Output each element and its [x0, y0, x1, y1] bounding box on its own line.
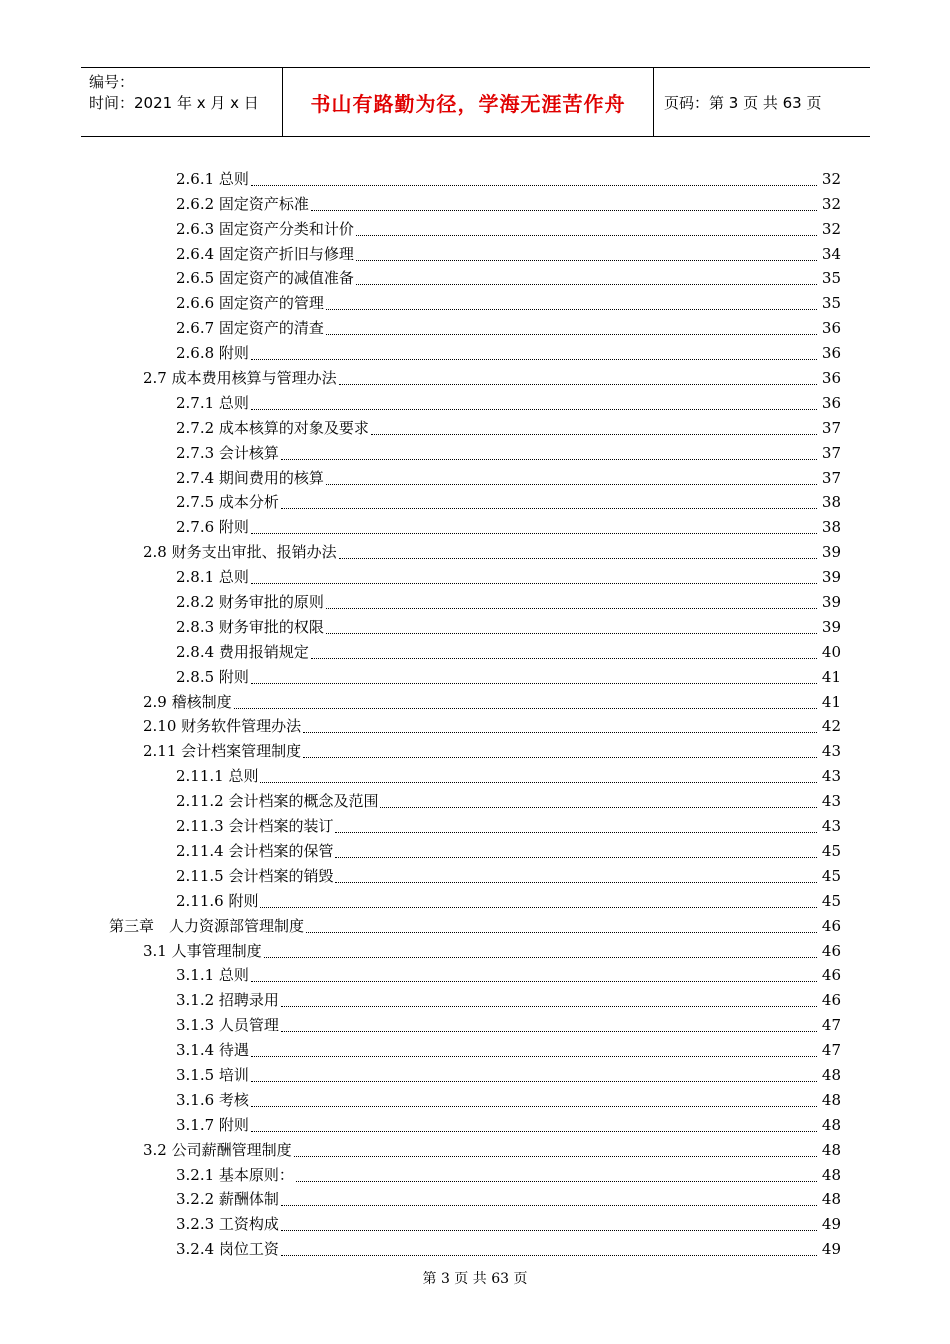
toc-dot-leader [251, 569, 817, 584]
toc-entry[interactable] [0, 587, 950, 612]
toc-entry[interactable] [0, 1135, 950, 1160]
toc-entry-page: 34 [821, 244, 841, 263]
toc-entry-page: 46 [821, 991, 841, 1010]
toc-dot-leader [281, 1017, 817, 1032]
toc-entry[interactable] [0, 214, 950, 239]
toc-entry-page: 32 [821, 169, 841, 188]
toc-entry-page: 47 [821, 1041, 841, 1060]
toc-entry-page: 49 [821, 1240, 841, 1259]
toc-entry[interactable] [0, 985, 950, 1010]
toc-entry[interactable] [0, 836, 950, 861]
toc-entry-title: 2.8.2 财务审批的原则 [176, 593, 324, 612]
toc-entry-title: 第三章 人力资源部管理制度 [109, 916, 305, 935]
toc-entry-page: 49 [821, 1215, 841, 1234]
page-header [81, 67, 870, 137]
toc-entry-title: 3.1.2 招聘录用 [176, 991, 279, 1010]
toc-entry[interactable] [0, 637, 950, 662]
toc-entry-title: 3.2 公司薪酬管理制度 [143, 1140, 292, 1159]
toc-entry-page: 36 [821, 319, 841, 338]
toc-entry-title: 3.1.4 待遇 [176, 1041, 249, 1060]
toc-entry-title: 3.2.3 工资构成 [176, 1215, 279, 1234]
toc-entry-page: 48 [821, 1140, 841, 1159]
toc-entry[interactable] [0, 1110, 950, 1135]
toc-dot-leader [356, 246, 817, 261]
toc-entry-page: 42 [821, 717, 841, 736]
toc-entry-page: 37 [821, 443, 841, 462]
toc-entry-title: 3.1.5 培训 [176, 1065, 249, 1084]
toc-dot-leader [260, 768, 817, 783]
toc-entry-page: 36 [821, 369, 841, 388]
toc-entry-page: 46 [821, 916, 841, 935]
toc-dot-leader [335, 818, 817, 833]
toc-dot-leader [326, 320, 817, 335]
toc-dot-leader [251, 1067, 817, 1082]
toc-entry[interactable] [0, 189, 950, 214]
toc-entry[interactable] [0, 164, 950, 189]
page-footer [0, 1268, 950, 1288]
toc-entry[interactable] [0, 488, 950, 513]
toc-entry[interactable] [0, 1185, 950, 1210]
toc-entry-title: 3.2.4 岗位工资 [176, 1240, 279, 1259]
toc-entry[interactable] [0, 338, 950, 363]
toc-dot-leader [251, 395, 817, 410]
toc-dot-leader [296, 1167, 817, 1182]
toc-dot-leader [326, 619, 817, 634]
toc-entry[interactable] [0, 239, 950, 264]
toc-entry[interactable] [0, 438, 950, 463]
toc-entry[interactable] [0, 861, 950, 886]
toc-entry-page: 40 [821, 642, 841, 661]
toc-dot-leader [303, 718, 817, 733]
toc-entry-page: 43 [821, 767, 841, 786]
toc-entry-page: 35 [821, 294, 841, 313]
toc-dot-leader [281, 992, 817, 1007]
toc-entry[interactable] [0, 811, 950, 836]
toc-dot-leader [326, 470, 817, 485]
toc-entry-title: 2.6.8 附则 [176, 344, 249, 363]
toc-entry-title: 3.1.1 总则 [176, 966, 249, 985]
toc-entry-page: 41 [821, 692, 841, 711]
toc-dot-leader [311, 644, 817, 659]
toc-entry-title: 2.7.6 附则 [176, 518, 249, 537]
toc-entry-title: 2.11.3 会计档案的装订 [176, 817, 334, 836]
toc-entry[interactable] [0, 537, 950, 562]
toc-entry[interactable] [0, 363, 950, 388]
toc-entry[interactable] [0, 1085, 950, 1110]
toc-entry-page: 48 [821, 1115, 841, 1134]
toc-entry-title: 2.8.4 费用报销规定 [176, 642, 309, 661]
toc-entry[interactable] [0, 413, 950, 438]
toc-entry-title: 2.8.5 附则 [176, 667, 249, 686]
toc-dot-leader [306, 918, 817, 933]
toc-entry[interactable] [0, 264, 950, 289]
toc-entry[interactable] [0, 712, 950, 737]
toc-entry-page: 46 [821, 966, 841, 985]
toc-entry-title: 2.11.6 附则 [176, 891, 259, 910]
toc-entry[interactable] [0, 936, 950, 961]
toc-dot-leader [303, 743, 817, 758]
toc-dot-leader [356, 221, 817, 236]
toc-entry[interactable] [0, 388, 950, 413]
toc-entry[interactable] [0, 961, 950, 986]
toc-entry[interactable] [0, 761, 950, 786]
header-page-cell [654, 68, 870, 136]
toc-entry-page: 43 [821, 817, 841, 836]
toc-entry-title: 2.6.5 固定资产的减值准备 [176, 269, 354, 288]
toc-entry[interactable] [0, 662, 950, 687]
toc-entry-page: 48 [821, 1090, 841, 1109]
toc-dot-leader [251, 967, 817, 982]
toc-entry-page: 39 [821, 593, 841, 612]
toc-entry-page: 48 [821, 1065, 841, 1084]
toc-entry-page: 43 [821, 742, 841, 761]
document-date-label: 时间：2021 年 x 月 x 日 [89, 94, 259, 112]
toc-entry-page: 36 [821, 344, 841, 363]
toc-entry-page: 37 [821, 468, 841, 487]
toc-dot-leader [251, 1092, 817, 1107]
toc-dot-leader [281, 1241, 817, 1256]
toc-entry[interactable] [0, 463, 950, 488]
toc-entry-title: 2.7.2 成本核算的对象及要求 [176, 418, 369, 437]
toc-entry-title: 2.7.1 总则 [176, 393, 249, 412]
toc-dot-leader [234, 694, 817, 709]
toc-entry-page: 37 [821, 418, 841, 437]
toc-entry-title: 2.7 成本费用核算与管理办法 [143, 369, 337, 388]
toc-entry-page: 45 [821, 891, 841, 910]
toc-dot-leader [281, 1191, 817, 1206]
toc-entry-page: 36 [821, 393, 841, 412]
header-motto: 书山有路勤为径，学海无涯苦作舟 [310, 91, 626, 116]
toc-entry-title: 2.9 稽核制度 [143, 692, 232, 711]
toc-entry-page: 38 [821, 518, 841, 537]
table-of-contents [0, 164, 950, 1259]
toc-entry[interactable] [0, 1234, 950, 1259]
toc-entry-title: 2.6.7 固定资产的清查 [176, 319, 324, 338]
toc-entry[interactable] [0, 911, 950, 936]
toc-entry[interactable] [0, 512, 950, 537]
toc-entry-page: 48 [821, 1190, 841, 1209]
toc-entry[interactable] [0, 786, 950, 811]
toc-entry-page: 38 [821, 493, 841, 512]
toc-entry-title: 2.10 财务软件管理办法 [143, 717, 302, 736]
toc-dot-leader [356, 270, 817, 285]
toc-dot-leader [251, 171, 817, 186]
toc-entry-title: 3.1.3 人员管理 [176, 1016, 279, 1035]
toc-dot-leader [326, 295, 817, 310]
toc-dot-leader [311, 196, 817, 211]
toc-dot-leader [371, 420, 817, 435]
toc-entry[interactable] [0, 687, 950, 712]
toc-dot-leader [264, 943, 817, 958]
header-page-info: 页码：第 3 页 共 63 页 [664, 93, 822, 112]
toc-entry-title: 2.8.1 总则 [176, 568, 249, 587]
toc-entry-title: 3.1 人事管理制度 [143, 941, 262, 960]
header-motto-cell [283, 68, 654, 136]
toc-entry[interactable] [0, 736, 950, 761]
toc-entry[interactable] [0, 288, 950, 313]
toc-entry[interactable] [0, 1209, 950, 1234]
toc-entry-title: 2.6.1 总则 [176, 169, 249, 188]
toc-entry-page: 39 [821, 543, 841, 562]
toc-dot-leader [281, 1216, 817, 1231]
toc-entry[interactable] [0, 1160, 950, 1185]
toc-entry-title: 2.6.3 固定资产分类和计价 [176, 219, 354, 238]
toc-entry-title: 2.7.5 成本分析 [176, 493, 279, 512]
toc-entry[interactable] [0, 886, 950, 911]
toc-dot-leader [335, 868, 817, 883]
toc-entry-title: 3.1.6 考核 [176, 1090, 249, 1109]
toc-entry-page: 32 [821, 219, 841, 238]
footer-page-number: 第 3 页 共 63 页 [422, 1271, 528, 1287]
toc-entry[interactable] [0, 1035, 950, 1060]
toc-dot-leader [335, 843, 817, 858]
toc-dot-leader [326, 594, 817, 609]
toc-entry-title: 2.11.4 会计档案的保管 [176, 841, 334, 860]
toc-entry-title: 2.8 财务支出审批、报销办法 [143, 543, 337, 562]
toc-entry-title: 2.6.2 固定资产标准 [176, 194, 309, 213]
toc-dot-leader [339, 544, 817, 559]
toc-dot-leader [251, 1042, 817, 1057]
header-meta-cell [81, 68, 283, 136]
toc-entry[interactable] [0, 1010, 950, 1035]
toc-entry-title: 2.11.1 总则 [176, 767, 259, 786]
toc-entry-title: 2.11.2 会计档案的概念及范围 [176, 792, 379, 811]
toc-entry-title: 2.7.4 期间费用的核算 [176, 468, 324, 487]
toc-dot-leader [251, 519, 817, 534]
toc-entry-title: 3.2.2 薪酬体制 [176, 1190, 279, 1209]
toc-entry-page: 35 [821, 269, 841, 288]
toc-entry[interactable] [0, 313, 950, 338]
toc-entry-page: 39 [821, 617, 841, 636]
toc-entry-page: 45 [821, 841, 841, 860]
toc-entry-page: 43 [821, 792, 841, 811]
toc-entry-title: 2.6.4 固定资产折旧与修理 [176, 244, 354, 263]
toc-entry-page: 46 [821, 941, 841, 960]
toc-entry-title: 2.8.3 财务审批的权限 [176, 617, 324, 636]
toc-dot-leader [339, 370, 817, 385]
toc-entry-page: 45 [821, 866, 841, 885]
toc-entry-title: 2.6.6 固定资产的管理 [176, 294, 324, 313]
toc-dot-leader [294, 1142, 817, 1157]
toc-entry[interactable] [0, 562, 950, 587]
toc-entry-title: 2.11 会计档案管理制度 [143, 742, 302, 761]
toc-dot-leader [251, 1117, 817, 1132]
toc-dot-leader [251, 669, 817, 684]
toc-entry[interactable] [0, 612, 950, 637]
toc-entry-title: 2.7.3 会计核算 [176, 443, 279, 462]
toc-entry-page: 39 [821, 568, 841, 587]
toc-entry-title: 3.2.1 基本原则： [176, 1165, 294, 1184]
toc-entry-title: 2.11.5 会计档案的销毁 [176, 866, 334, 885]
document-number-label: 编号： [89, 73, 135, 91]
toc-entry-page: 32 [821, 194, 841, 213]
toc-dot-leader [251, 345, 817, 360]
toc-dot-leader [260, 893, 817, 908]
toc-dot-leader [380, 793, 817, 808]
toc-entry-page: 48 [821, 1165, 841, 1184]
toc-entry-title: 3.1.7 附则 [176, 1115, 249, 1134]
toc-entry[interactable] [0, 1060, 950, 1085]
toc-entry-page: 47 [821, 1016, 841, 1035]
toc-dot-leader [281, 445, 817, 460]
toc-dot-leader [281, 494, 817, 509]
toc-entry-page: 41 [821, 667, 841, 686]
